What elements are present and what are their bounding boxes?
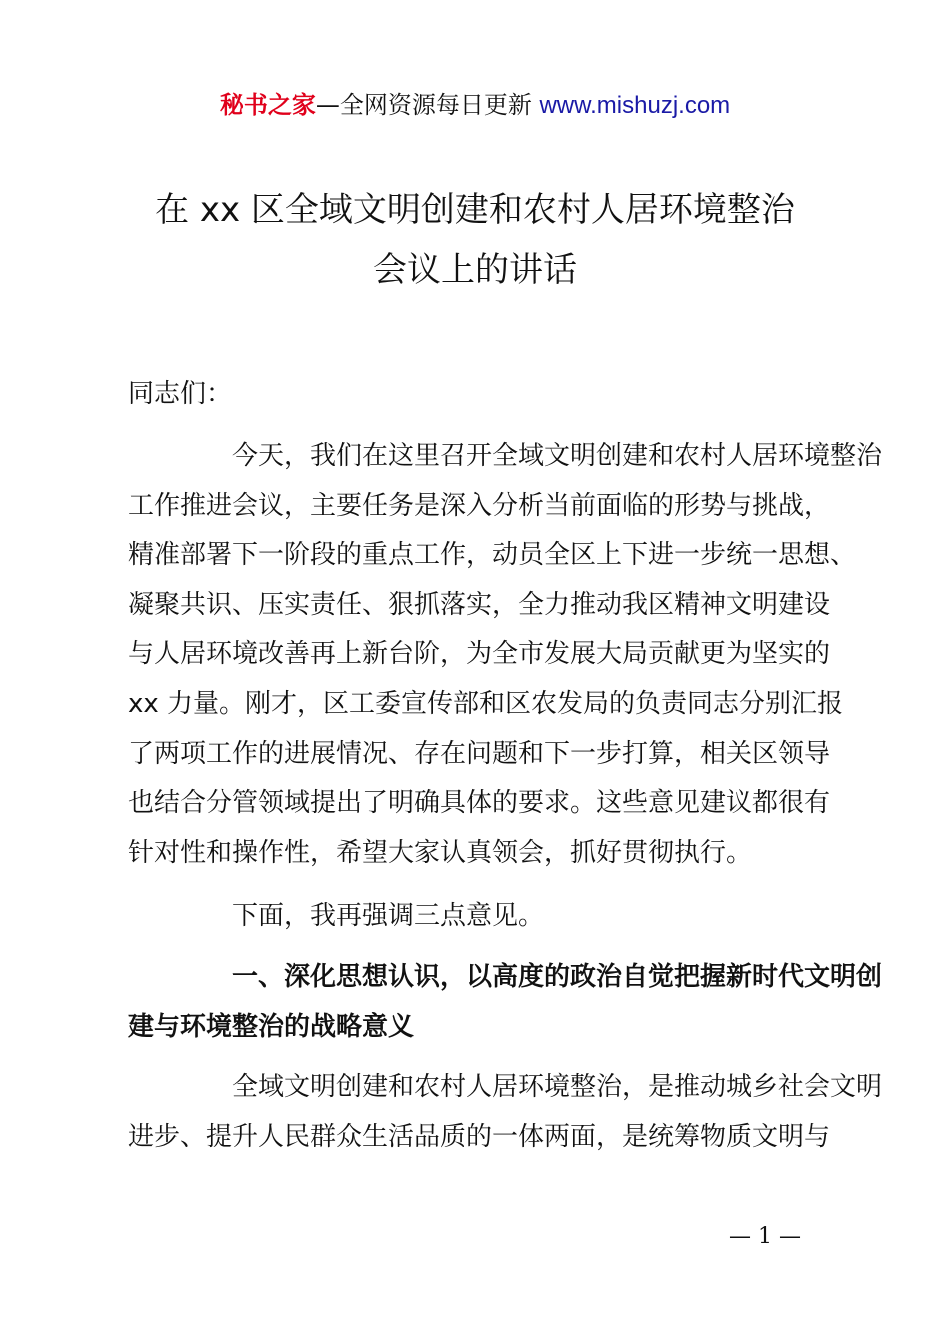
site-url[interactable]: www.mishuzj.com [539,92,731,119]
text-line: 与人居环境改善再上新台阶，为全市发展大局贡献更为坚实的 [128,639,831,670]
text-line: 凝聚共识、压实责任、狠抓落实，全力推动我区精神文明建设 [128,589,831,620]
text-line: 建与环境整治的战略意义 [128,1011,415,1042]
site-header [0,88,950,123]
text-line: 了两项工作的进展情况、存在问题和下一步打算，相关区领导 [128,738,831,769]
text-line: 一、深化思想认识，以高度的政治自觉把握新时代文明创 [232,962,883,992]
text-line: 针对性和操作性，希望大家认真领会，抓好贯彻执行。 [128,837,753,868]
text-line: 也结合分管领域提出了明确具体的要求。这些意见建议都很有 [128,788,831,819]
brand-name: 秘书之家 [219,91,316,119]
paragraph-transition [128,892,840,942]
title-line-2: 会议上的讲话 [373,250,577,290]
text-line: 工作推进会议，主要任务是深入分析当前面临的形势与挑战， [128,490,831,521]
text-line: 下面，我再强调三点意见。 [232,901,545,931]
section-heading-1 [128,953,883,1052]
page-number: — 1 — [729,1224,801,1249]
text-line: xx 力量。刚才，区工委宣传部和区农发局的负责同志分别汇报 [128,688,844,719]
text-line: 进步、提升人民群众生活品质的一体两面，是统筹物质文明与 [128,1121,831,1152]
salutation: 同志们： [128,379,233,409]
document-title [0,180,950,300]
paragraph-section-1 [128,1063,883,1162]
text-line: 全域文明创建和农村人居环境整治，是推动城乡社会文明 [232,1072,883,1102]
paragraph-opening [128,432,883,878]
text-line: 今天，我们在这里召开全域文明创建和农村人居环境整治 [232,441,883,471]
header-tagline: —全网资源每日更新 [315,91,532,119]
text-line: 精准部署下一阶段的重点工作，动员全区上下进一步统一思想、 [128,540,857,571]
title-line-1: 在 xx 区全域文明创建和农村人居环境整治 [155,190,795,230]
